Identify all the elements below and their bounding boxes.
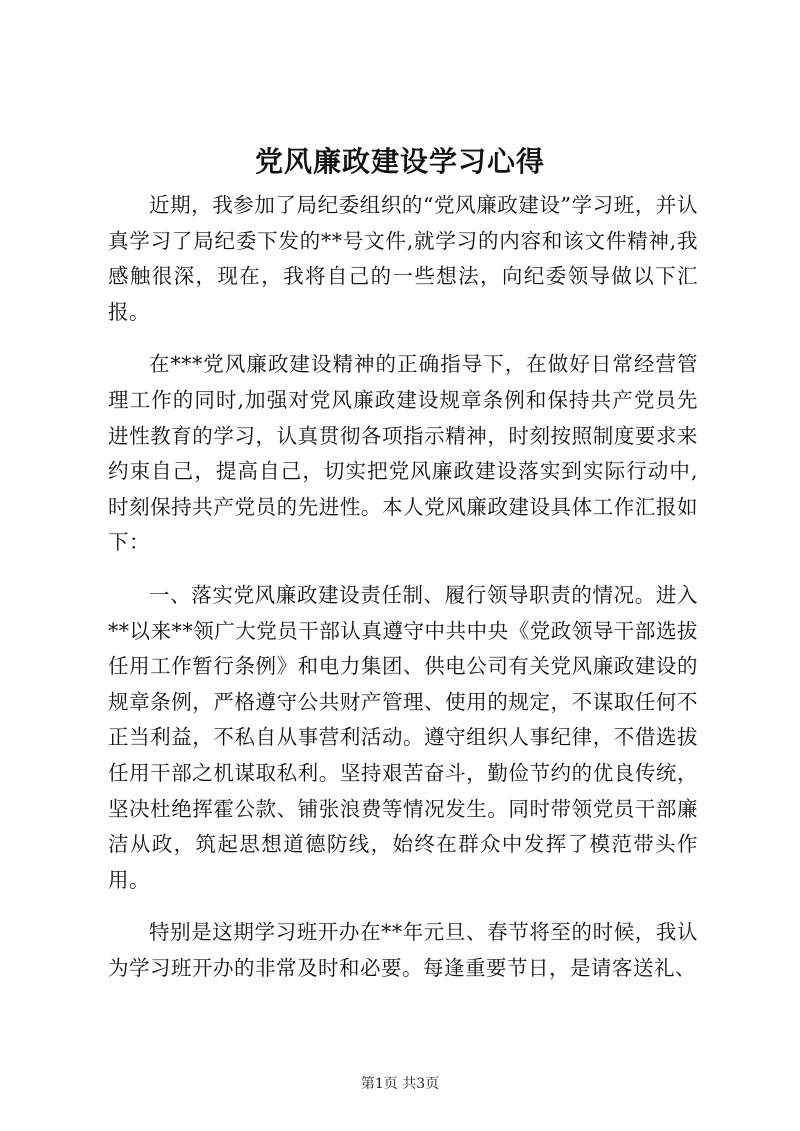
- document-body: [108, 188, 698, 1003]
- paragraph-holidays: 特别是这期学习班开办在**年元旦、春节将至的时候，我认为学习班开办的非常及时和必要。每逢重要节日，是请客送礼、: [108, 920, 698, 980]
- paragraph-responsibility: 一、落实党风廉政建设责任制、履行领导职责的情况。进入**以来**领广大党员干部认真遵守中共中央《党政领导干部选拔任用工作暂行条例》和电力集团、供电公司有关党风廉政建设的规章条例，严格遵守公共财产管理、使用的规定，不谋取任何不正当利益，不私自从事营利活动。遵守组织人事纪律，不借选拔任用干部之机谋取私利。坚持艰苦奋斗，勤俭节约的优良传统，坚决杜绝挥霍公款、铺张浪费等情况发生。同时带领党员干部廉洁从政，筑起思想道德防线，始终在群众中发挥了模范带头作用。: [108, 582, 698, 892]
- paragraph-intro: 近期，我参加了局纪委组织的“党风廉政建设”学习班，并认真学习了局纪委下发的**号文件,就学习的内容和该文件精神,我感触很深，现在，我将自己的一些想法，向纪委领导做以下汇报。: [108, 193, 698, 324]
- paragraph-guidance: 在***党风廉政建设精神的正确指导下，在做好日常经营管理工作的同时,加强对党风廉政建设规章条例和保持共产党员先进性教育的学习，认真贯彻各项指示精神，时刻按照制度要求来约束自己，提高自己，切实把党风廉政建设落实到实际行动中,时刻保持共产党员的先进性。本人党风廉政建设具体工作汇报如下：: [108, 352, 698, 555]
- page-footer: 第1页 共3页: [360, 1076, 440, 1092]
- document-title: 党风廉政建设学习心得: [254, 145, 545, 178]
